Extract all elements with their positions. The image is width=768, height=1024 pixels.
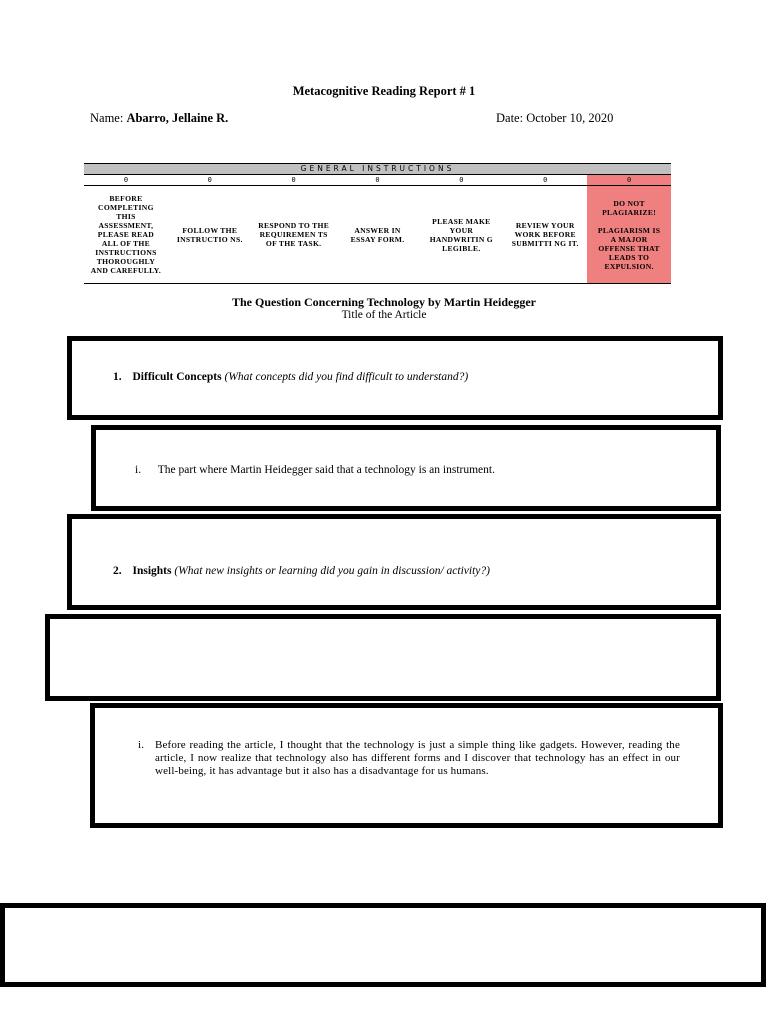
instructions-row (84, 175, 671, 284)
question-2-prompt (113, 565, 490, 577)
instruction-text: PLEASE MAKE YOUR HANDWRITIN G LEGIBLE. (429, 216, 494, 253)
question-number: 2. (113, 565, 122, 577)
warning-line-1: DO NOT PLAGIARIZE! (602, 198, 657, 217)
date-label: Date: (496, 111, 524, 125)
instruction-text: REVIEW YOUR WORK BEFORE SUBMITTI NG IT. (511, 221, 579, 248)
instruction-number: 0 (503, 175, 587, 186)
report-title: Metacognitive Reading Report # 1 (292, 84, 476, 98)
name-label: Name: (90, 111, 124, 125)
answer-number: i. (135, 464, 142, 476)
warning-line-2: PLAGIARISM IS A MAJOR OFFENSE THAT LEADS TO EXPULSION. (597, 225, 661, 271)
question-hint: (What concepts did you find difficult to understand?) (224, 371, 469, 383)
plagiarism-warning-cell (587, 175, 671, 283)
article-title: The Question Concerning Technology by Martin Heidegger (231, 295, 536, 309)
answer-1-box (91, 425, 721, 511)
question-label: Difficult Concepts (132, 371, 222, 383)
answer-1 (135, 464, 495, 476)
instruction-text: RESPOND TO THE REQUIREMEN TS OF THE TASK. (258, 221, 330, 248)
answer-2 (138, 739, 680, 778)
answer-2-box (90, 703, 723, 828)
question-number: 1. (113, 371, 122, 383)
instruction-cell (252, 175, 336, 283)
question-1-prompt (113, 371, 468, 383)
instruction-cell (503, 175, 587, 283)
instruction-text: ANSWER IN ESSAY FORM. (350, 225, 405, 244)
instruction-text: BEFORE COMPLETING THIS ASSESSMENT, PLEASE READ ALL OF THE INSTRUCTIONS THOROUGHLY AND CAREFULLY. (90, 194, 162, 275)
instruction-number: 0 (168, 175, 252, 186)
instruction-cell (419, 175, 503, 283)
instruction-number: 0 (84, 175, 168, 186)
general-instructions-table (84, 163, 671, 284)
date-line (496, 111, 613, 126)
plagiarism-warning (587, 186, 671, 283)
question-2-box (67, 514, 721, 610)
question-hint: (What new insights or learning did you gain in discussion/ activity?) (174, 565, 490, 577)
instruction-number: 0 (336, 175, 420, 186)
empty-response-box (45, 614, 721, 701)
instruction-text: FOLLOW THE INSTRUCTIO NS. (176, 225, 243, 244)
question-1-box (67, 336, 723, 420)
answer-text: Before reading the article, I thought that the technology is just a simple thing like gadgets. However, reading the article, I now realize that technology also has different forms and I discover that technology has an effect in our well-being, it has advantage but it also has a disadvantage for us humans. (155, 739, 680, 777)
date-value: October 10, 2020 (526, 111, 614, 125)
question-label: Insights (132, 565, 172, 577)
name-value: Abarro, Jellaine R. (126, 111, 229, 125)
instruction-number: 0 (419, 175, 503, 186)
instruction-number: 0 (252, 175, 336, 186)
instruction-cell (336, 175, 420, 283)
answer-number: i. (138, 739, 145, 751)
instruction-cell (84, 175, 168, 283)
article-title-label: Title of the Article (341, 309, 427, 321)
answer-text: The part where Martin Heidegger said that a technology is an instrument. (157, 464, 495, 476)
instruction-number: 0 (587, 175, 671, 186)
instructions-header: GENERAL INSTRUCTIONS (84, 163, 671, 175)
instruction-cell (168, 175, 252, 283)
name-line (90, 111, 228, 126)
empty-bottom-box (0, 903, 766, 987)
